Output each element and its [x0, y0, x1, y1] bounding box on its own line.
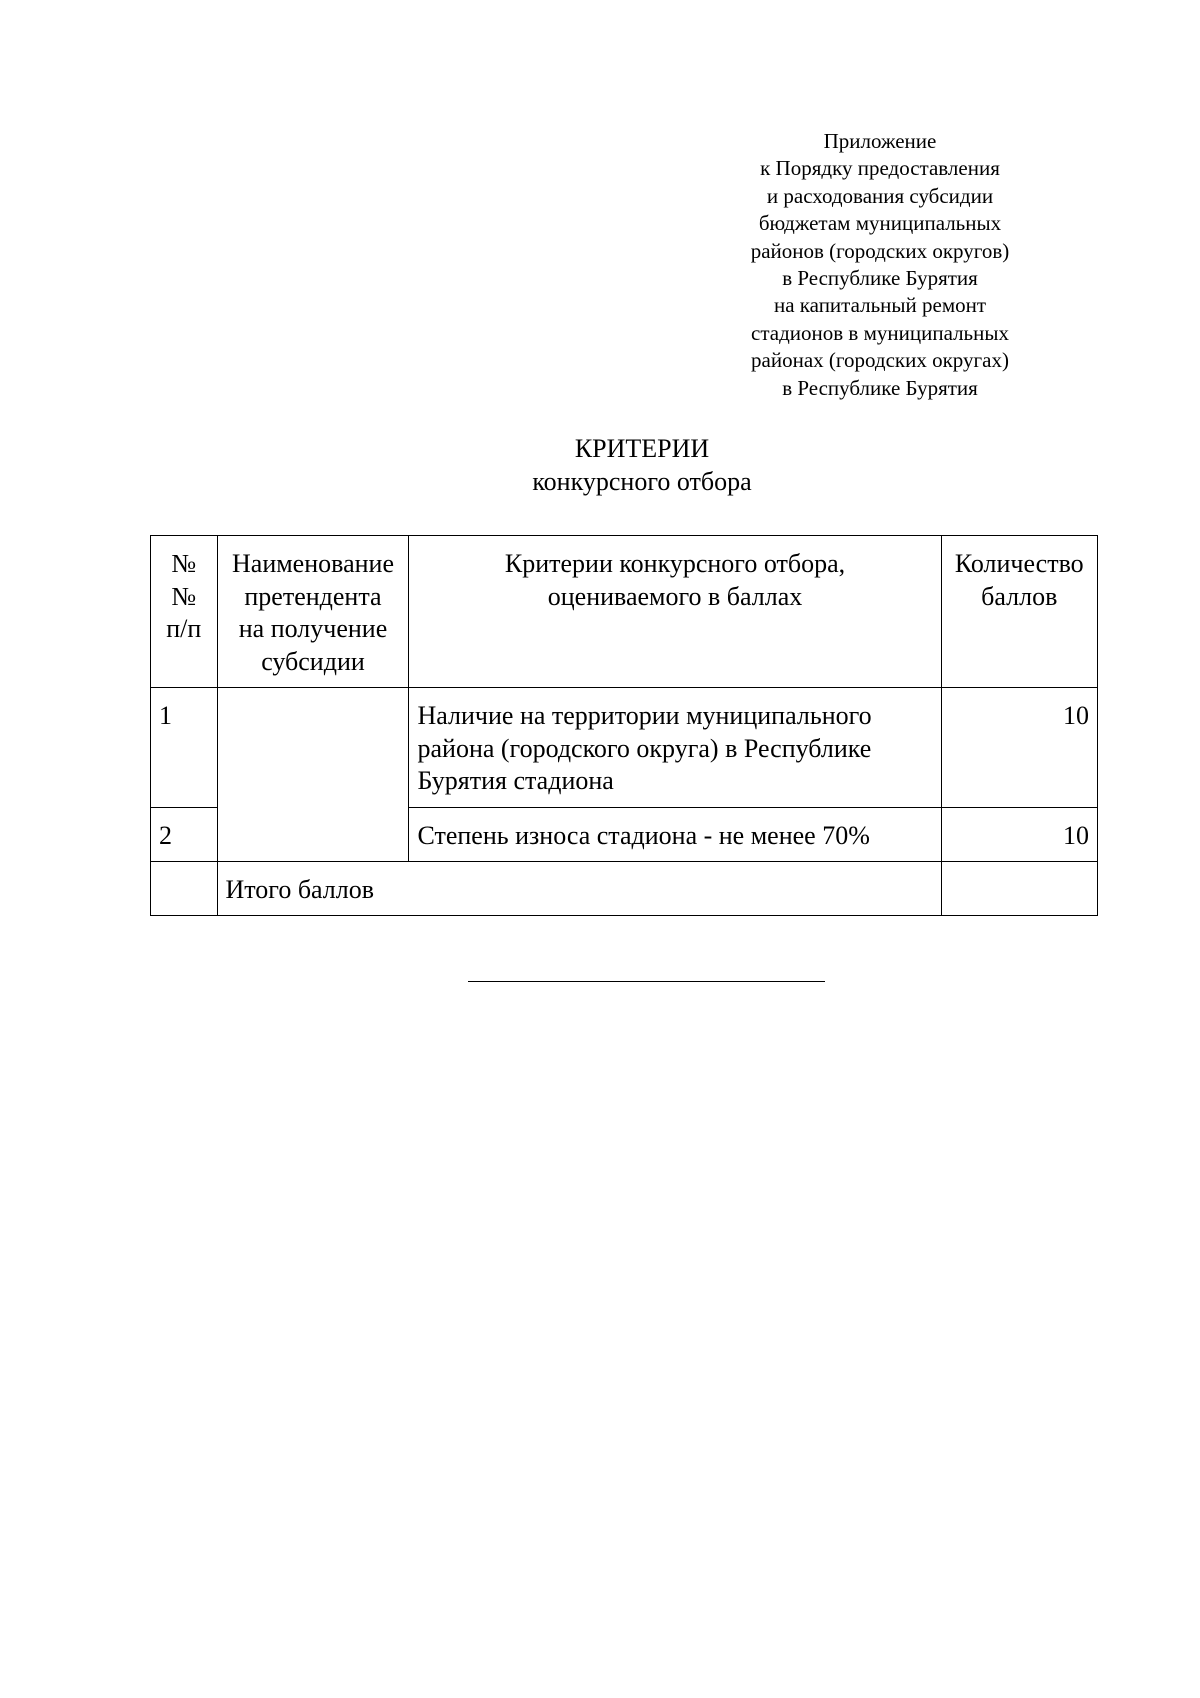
appendix-line: и расходования субсидии: [766, 183, 994, 208]
document-subtitle: конкурсного отбора: [532, 467, 752, 496]
header-number: [151, 536, 218, 688]
header-text-line: Критерии конкурсного отбора,: [504, 549, 846, 578]
appendix-line: в Республике Бурятия: [782, 266, 978, 291]
header-text-line: Количество: [954, 549, 1084, 578]
closing-divider: [468, 981, 825, 982]
appendix-line: районов (городских округов): [750, 238, 1010, 263]
appendix-header: [720, 128, 1040, 402]
header-text-line: претендента: [244, 581, 382, 611]
appendix-line: бюджетам муниципальных: [758, 211, 1002, 236]
total-row: [151, 862, 1098, 916]
appendix-line: Приложение: [823, 129, 937, 153]
appendix-line: к Порядку предоставления: [760, 156, 1000, 181]
header-text-line: Наименование: [232, 549, 394, 578]
criterion-score: 10: [941, 688, 1097, 808]
header-criteria: [409, 536, 941, 688]
appendix-line: стадионов в муниципальных: [751, 320, 1009, 345]
criterion-score: 10: [941, 808, 1097, 862]
appendix-line: на капитальный ремонт: [773, 293, 987, 318]
header-applicant-name: [217, 536, 409, 688]
appendix-line: в Республике Бурятия: [782, 375, 978, 400]
row-number: 2: [151, 808, 218, 862]
row-number: 1: [151, 688, 218, 808]
table-row: [151, 688, 1098, 808]
header-text-line: на получение: [238, 614, 388, 643]
document-title: КРИТЕРИИ: [574, 434, 710, 463]
table-header-row: [151, 536, 1098, 688]
total-label: Итого баллов: [217, 862, 941, 916]
criterion-text: Наличие на территории муниципального района (городского округа) в Республике Бурятия стадиона: [409, 688, 941, 808]
header-score: [941, 536, 1097, 688]
appendix-line: районах (городских округах): [751, 348, 1009, 373]
header-text-line: оцениваемого в баллах: [547, 581, 803, 611]
header-text-line: баллов: [981, 581, 1058, 611]
header-text-line: субсидии: [261, 646, 365, 676]
total-score: [941, 862, 1097, 916]
header-text-line: №№: [171, 549, 197, 611]
header-text-line: п/п: [166, 614, 202, 643]
criteria-table: [150, 535, 1098, 916]
criterion-text: Степень износа стадиона - не менее 70%: [409, 808, 941, 862]
title-block: [0, 432, 1200, 498]
total-number-cell: [151, 862, 218, 916]
applicant-name-cell: [217, 688, 409, 862]
